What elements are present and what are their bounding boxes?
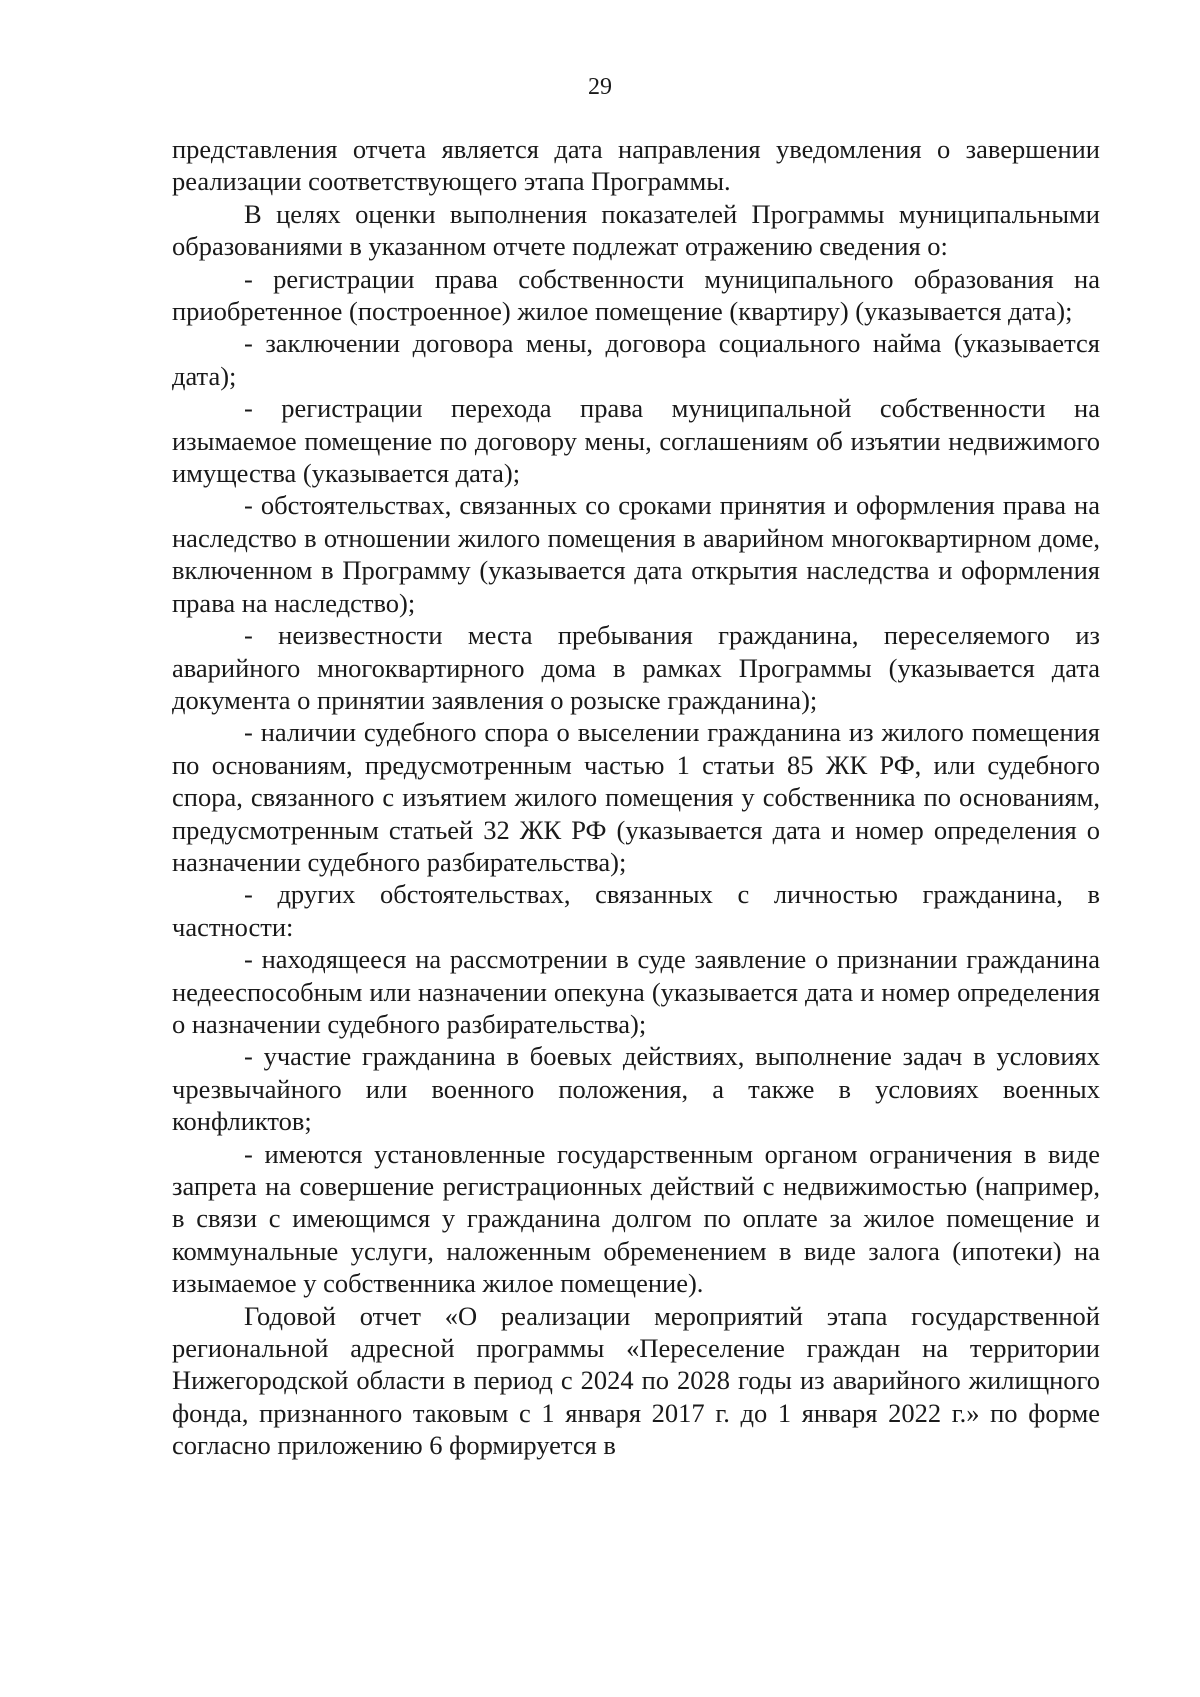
list-item-registration-restrictions: - имеются установленные государственным органом ограничения в виде запрета на совершение регистрационных действий с недвижимостью (например, в связи с имеющимся у гражданина долгом по оплате за жилое помещение и коммунальные услуги, наложенным обременением в виде залога (ипотеки) на изымаемое у собственника жилое помещение). <box>172 1138 1100 1299</box>
document-body <box>172 133 1100 1462</box>
list-item-contract-conclusion: - заключении договора мены, договора социального найма (указывается дата); <box>172 328 1100 391</box>
list-item-incapacity-claim: - находящееся на рассмотрении в суде заявление о признании гражданина недееспособным или назначении опекуна (указывается дата и номер определения о назначении судебного разбирательства); <box>172 944 1100 1039</box>
paragraph-assessment-intro: В целях оценки выполнения показателей Программы муниципальными образованиями в указанном отчете подлежат отражению сведения о: <box>172 198 1100 262</box>
list-item-court-dispute: - наличии судебного спора о выселении гражданина из жилого помещения по основаниям, предусмотренным частью 1 статьи 85 ЖК РФ, или судебного спора, связанного с изъятием жилого помещения у собственника по основаниям, предусмотренным статьей 32 ЖК РФ (указывается дата и номер определения о назначении судебного разбирательства); <box>172 717 1100 877</box>
list-item-ownership-registration: - регистрации права собственности муниципального образования на приобретенное (построенное) жилое помещение (квартиру) (указывается дата); <box>172 263 1100 327</box>
list-item-inheritance: - обстоятельствах, связанных со сроками принятия и оформления права на наследство в отношении жилого помещения в аварийном многоквартирном доме, включенном в Программу (указывается дата открытия наследства и оформления права на наследство); <box>172 490 1100 618</box>
list-item-other-circumstances: - других обстоятельствах, связанных с личностью гражданина, в частности: <box>172 879 1100 942</box>
paragraph-report-date: представления отчета является дата направления уведомления о завершении реализации соответствующего этапа Программы. <box>172 134 1100 197</box>
page-number: 29 <box>588 74 612 100</box>
paragraph-annual-report: Годовой отчет «О реализации мероприятий этапа государственной региональной адресной программы «Переселение граждан на территории Нижегородской области в период с 2024 по 2028 годы из аварийного жилищного фонда, признанного таковым с 1 января 2017 г. до 1 января 2022 г.» по форме согласно приложению 6 формируется в <box>172 1300 1100 1461</box>
list-item-unknown-whereabouts: - неизвестности места пребывания гражданина, переселяемого из аварийного многоквартирного дома в рамках Программы (указывается дата документа о принятии заявления о розыске гражданина); <box>172 620 1100 715</box>
list-item-transfer-registration: - регистрации перехода права муниципальной собственности на изымаемое помещение по договору мены, соглашениям об изъятии недвижимого имущества (указывается дата); <box>172 393 1100 489</box>
list-item-military-service: - участие гражданина в боевых действиях, выполнение задач в условиях чрезвычайного или военного положения, а также в условиях военных конфликтов; <box>172 1041 1100 1137</box>
